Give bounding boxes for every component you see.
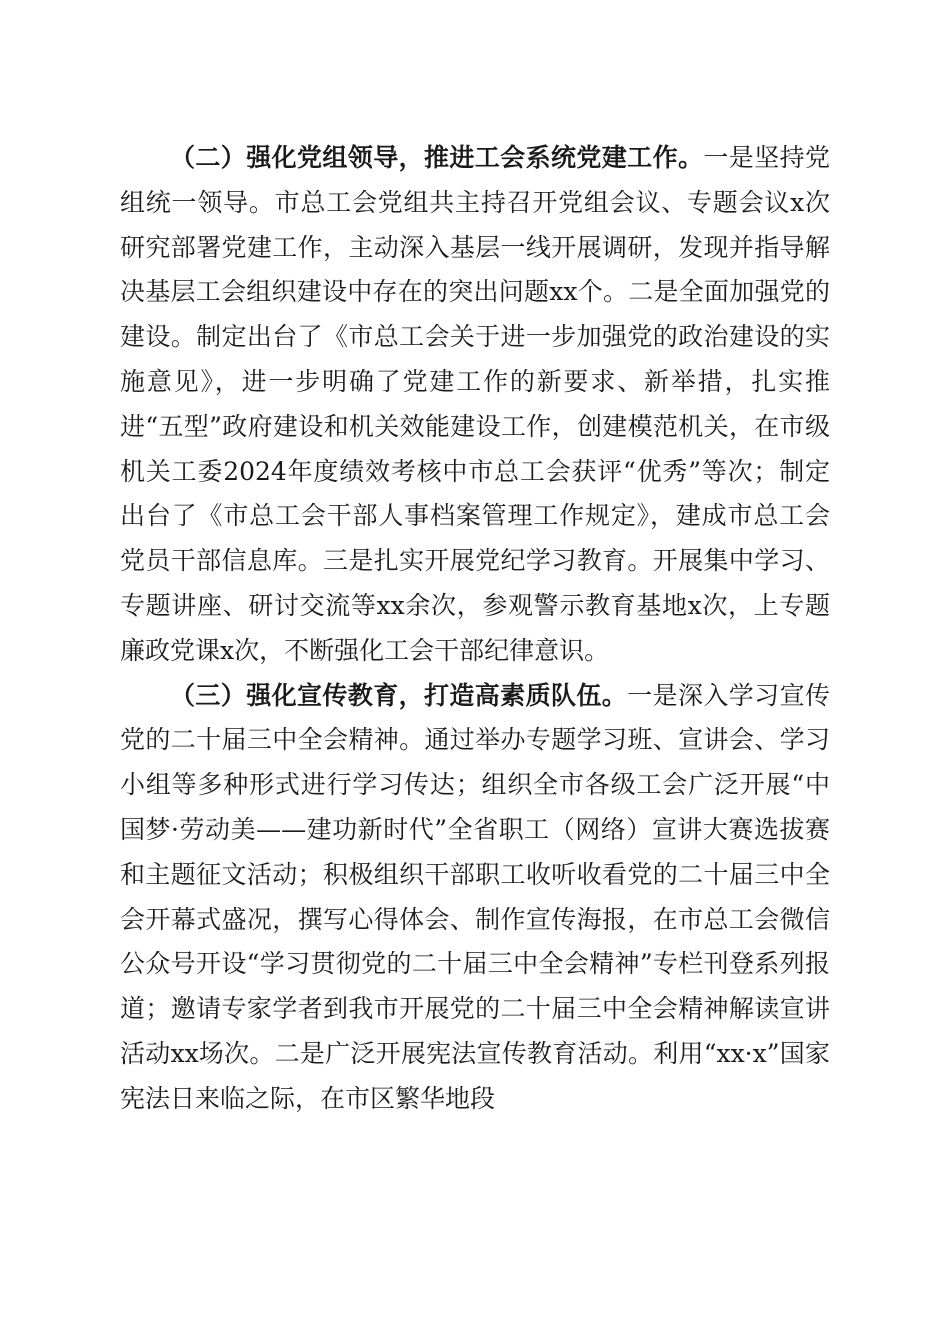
paragraph-publicity-education [120, 674, 830, 1122]
paragraph-heading: （二）强化党组领导，推进工会系统党建工作。 [170, 143, 704, 172]
paragraph-text: 一是坚持党组统一领导。市总工会党组共主持召开党组会议、专题会议x次研究部署党建工作，主动深入基层一线开展调研，发现并指导解决基层工会组织建设中存在的突出问题xx个。二是全面加强党的建设。制定出台了《市总工会关于进一步加强党的政治建设的实施意见》，进一步明确了党建工作的新要求、新举措，扎实推进“五型”政府建设和机关效能建设工作，创建模范机关，在市级机关工委2024年度绩效考核中市总工会获评“优秀”等次；制定出台了《市总工会干部人事档案管理工作规定》，建成市总工会党员干部信息库。三是扎实开展党纪学习教育。开展集中学习、专题讲座、研讨交流等xx余次，参观警示教育基地x次，上专题廉政党课x次，不断强化工会干部纪律意识。 [120, 143, 830, 665]
paragraph-text: 一是深入学习宣传党的二十届三中全会精神。通过举办专题学习班、宣讲会、学习小组等多种形式进行学习传达；组织全市各级工会广泛开展“中国梦·劳动美——建功新时代”全省职工（网络）宣讲大赛选拔赛和主题征文活动；积极组织干部职工收听收看党的二十届三中全会开幕式盛况，撰写心得体会、制作宣传海报，在市总工会微信公众号开设“学习贯彻党的二十届三中全会精神”专栏刊登系列报道；邀请专家学者到我市开展党的二十届三中全会精神解读宣讲活动xx场次。二是广泛开展宪法宣传教育活动。利用“xx·x”国家宪法日来临之际，在市区繁华地段 [120, 680, 830, 1113]
document-body [120, 136, 830, 1122]
paragraph-party-building [120, 136, 830, 674]
paragraph-heading: （三）强化宣传教育，打造高素质队伍。 [170, 680, 628, 710]
